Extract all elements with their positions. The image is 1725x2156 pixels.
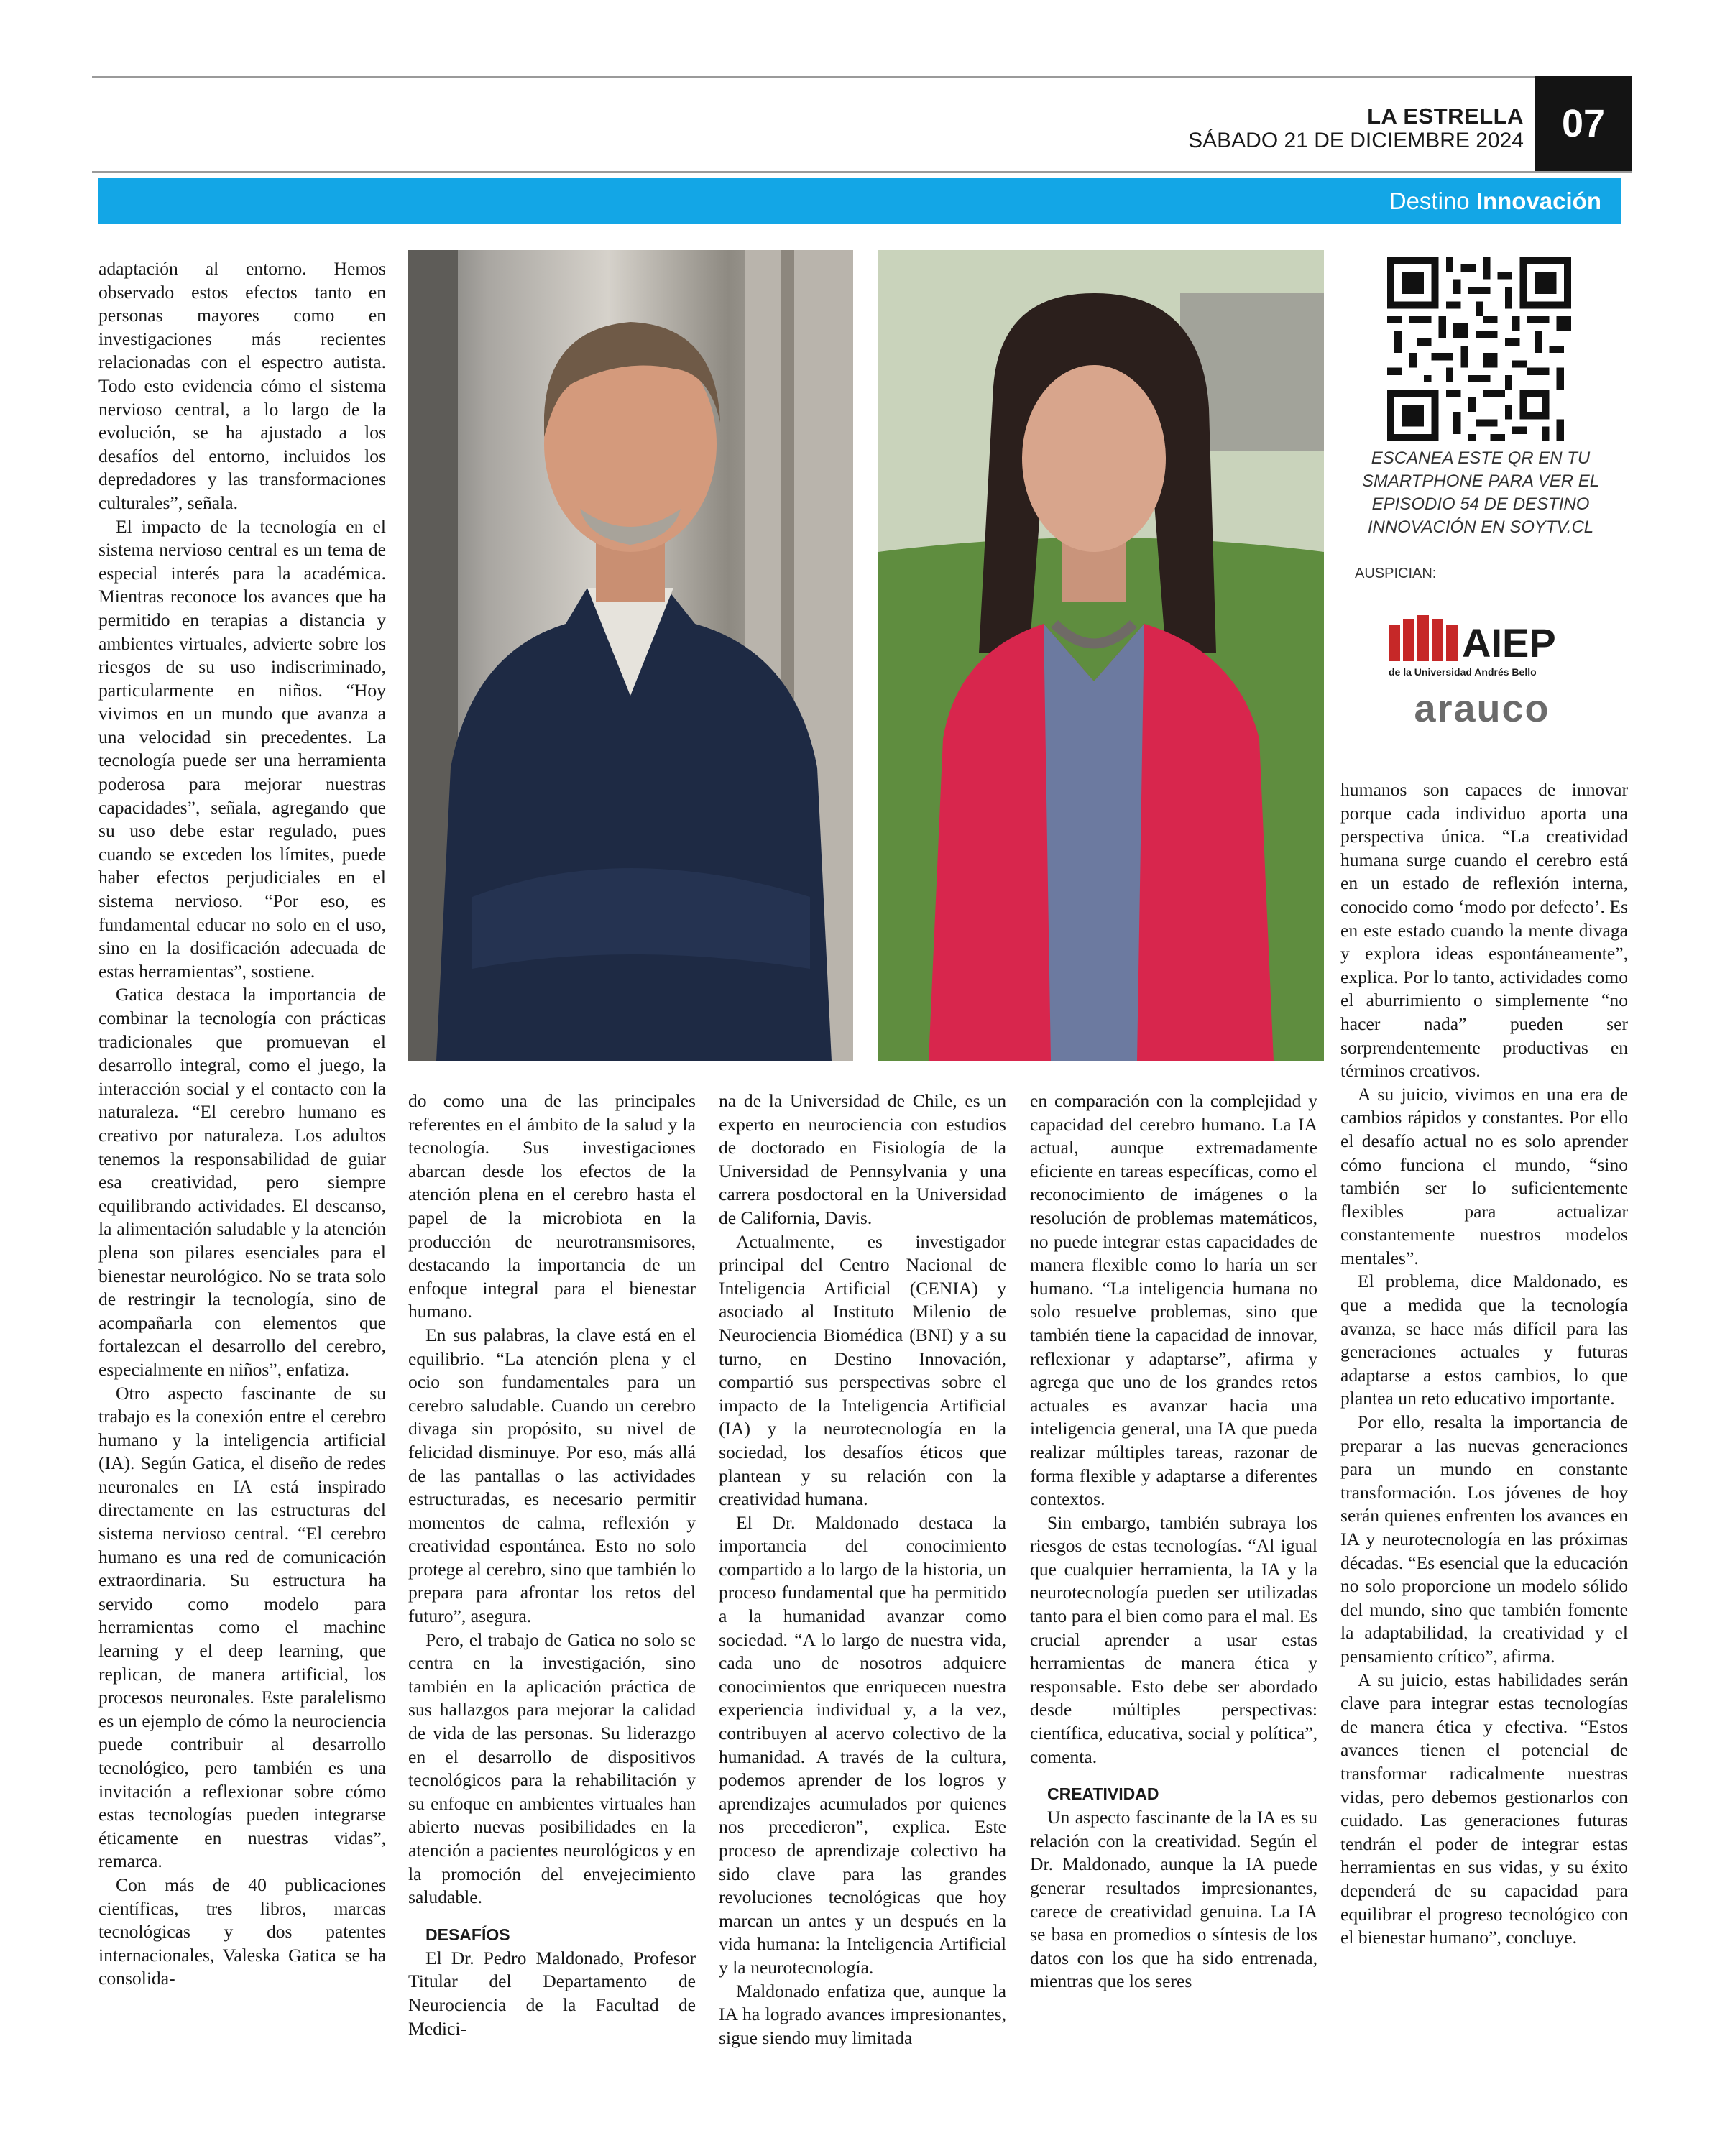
article-paragraph: Maldonado enfatiza que, aunque la IA ha logrado avances impresionantes, sigue siendo muy limitada [719, 1980, 1006, 2048]
article-paragraph: do como una de las principales referentes en el ámbito de la salud y la tecnología. Sus investigaciones abarcan desde los efectos de la atención plena en el cerebro hasta el papel de la microbiota en la producción de neurotransmisores, destacando la importancia de un enfoque integral para el bienestar humano. [408, 1090, 696, 1322]
article-column-2 [408, 1089, 696, 2040]
qr-caption: ESCANEA ESTE QR EN TU SMARTPHONE PARA VER EL EPISODIO 54 DE DESTINO INNOVACIÓN EN SOYTV.CL [1361, 448, 1600, 537]
article-paragraph: Pero, el trabajo de Gatica no solo se centra en la investigación, sino también en la aplicación práctica de sus hallazgos para mejorar la calidad de vida de las personas. Su liderazgo en el desarrollo de dispositivos tecnológicos para la rehabilitación y su enfoque en ambientes virtuales han abierto nuevas posibilidades en la atención a pacientes neurológicos y en la promoción del envejecimiento saludable. [408, 1628, 696, 1908]
qr-code-icon[interactable] [1387, 257, 1571, 441]
aiep-logo [1389, 615, 1568, 678]
article-paragraph: Actualmente, es investigador principal del Centro Nacional de Inteligencia Artificial (CENIA) y asociado al Instituto Milenio de Neurociencia Biomédica (BNI) y a su turno, en Destino Innovación, compartió sus perspectivas sobre el impacto de la Inteligencia Artificial (IA) y la neurotecnología en la sociedad, los desafíos éticos que plantean y su relación con la creatividad humana. [719, 1230, 1006, 1510]
newspaper-name: LA ESTRELLA [1367, 103, 1524, 129]
article-paragraph: El Dr. Pedro Maldonado, Profesor Titular del Departamento de Neurociencia de la Facultad de Medici- [408, 1947, 696, 2039]
subheading-desafios: DESAFÍOS [426, 1925, 510, 1944]
aiep-mark-icon [1389, 615, 1568, 678]
header-rule [92, 171, 1632, 173]
section-label-bold: Innovación [1476, 188, 1601, 214]
issue-date: SÁBADO 21 DE DICIEMBRE 2024 [1188, 129, 1524, 152]
photo-pedro-maldonado [408, 250, 853, 1061]
arauco-logo: arauco [1414, 687, 1550, 730]
article-paragraph: Un aspecto fascinante de la IA es su relación con la creatividad. Según el Dr. Maldonado, aunque la IA puede generar resultados impresionantes, carece de creatividad genuina. La IA se basa en promedios o síntesis de los datos con los que ha sido entrenada, mientras que los seres [1030, 1807, 1317, 1992]
article-paragraph: en comparación con la complejidad y capacidad del cerebro humano. La IA actual, aunque extremadamente eficiente en tareas específicas, como el reconocimiento de imágenes o la resolución de problemas matemáticos, no puede integrar estas capacidades de manera flexible como lo haría un ser humano. “La inteligencia humana no solo resuelve problemas, sino que también tiene la capacidad de innovar, reflexionar y adaptarse”, afirma y agrega que uno de los grandes retos actuales es avanzar hacia una inteligencia general, una IA que pueda realizar múltiples tareas, razonar de forma flexible y adaptarse a diferentes contextos. [1030, 1090, 1317, 1510]
article-paragraph: A su juicio, estas habilidades serán clave para integrar estas tecnologías de manera ética y efectiva. “Estos avances tienen el potencial de transformar radicalmente nuestras vidas, pero debemos gestionarlos con cuidado. Las generaciones futuras tendrán el poder de integrar estas herramientas en sus vidas, y su éxito dependerá de su capacidad para equilibrar el progreso tecnológico con el bienestar humano”, concluye. [1340, 1669, 1628, 1948]
aiep-logo-text: AIEP [1462, 620, 1556, 665]
portrait-man-illustration [408, 250, 853, 1061]
article-paragraph: humanos son capaces de innovar porque cada individuo aporta una perspectiva única. “La creatividad humana surge cuando el cerebro está en un estado de reflexión interna, conocido como ‘modo por defecto’. Es en este estado cuando la mente divaga y explora ideas espontáneamente”, explica. Por lo tanto, actividades como el aburrimiento o simplemente “no hacer nada” pueden ser sorprendentemente productivas en términos creativos. [1340, 779, 1628, 1082]
top-rule [92, 76, 1632, 78]
masthead [1078, 105, 1524, 152]
article-paragraph: Con más de 40 publicaciones científicas, tres libros, marcas tecnológicas y dos patentes internacionales, Valeska Gatica se ha consolida- [98, 1874, 386, 1989]
article-column-4 [1030, 1089, 1317, 1994]
article-paragraph: Gatica destaca la importancia de combinar la tecnología con prácticas tradicionales que promuevan el desarrollo integral, como el juego, la interacción social y el contacto con la naturaleza. “El cerebro humano es creativo por naturaleza. Los adultos tenemos la responsabilidad de guiar esa creatividad, pero siempre equilibrando actividades. El descanso, la alimentación saludable y la atención plena son pilares esenciales para el bienestar neurológico. No se trata solo de restringir la tecnología, sino de acompañarla con elementos que fortalezcan el desarrollo del cerebro, especialmente en niños”, enfatiza. [98, 984, 386, 1380]
article-paragraph: El impacto de la tecnología en el sistema nervioso central es un tema de especial interés para la académica. Mientras reconoce los avances que ha permitido en terapias a distancia y ambientes virtuales, advierte sobre los riesgos de su uso indiscriminado, particularmente en niños. “Hoy vivimos en un mundo que avanza a una velocidad sin precedentes. La tecnología puede ser una herramienta poderosa para mejorar nuestras capacidades”, señala, agregando que su uso debe estar regulado, pues cuando se exceden los límites, puede haber efectos perjudiciales en el sistema nervioso. “Por eso, es fundamental educar no solo en el uso, sino en la dosificación adecuada de estas herramientas”, sostiene. [98, 515, 386, 982]
article-paragraph: El Dr. Maldonado destaca la importancia del conocimiento compartido a lo largo de la historia, un proceso fundamental que ha permitido a la humanidad avanzar como sociedad. “A lo largo de nuestra vida, cada uno de nosotros adquiere conocimientos que enriquecen nuestra experiencia individual y, a la vez, contribuyen al acervo colectivo de la humanidad. A través de la cultura, podemos aprender de los logros y aprendizajes acumulados por quienes nos precedieron”, explica. Este proceso de aprendizaje colectivo ha sido clave para las grandes revoluciones tecnológicas que hoy marcan un antes y un después en la vida humana: la Inteligencia Artificial y la neurotecnología. [719, 1511, 1006, 1978]
section-bar [98, 178, 1622, 224]
article-column-5 [1340, 778, 1628, 1950]
article-column-3 [719, 1089, 1006, 2050]
section-label-light: Destino [1389, 188, 1470, 214]
article-paragraph: Otro aspecto fascinante de su trabajo es la conexión entre el cerebro humano y la inteligencia artificial (IA). Según Gatica, el diseño de redes neuronales en IA está inspirado directamente en las estructuras del sistema nervioso central. “El cerebro humano es una red de comunicación extraordinaria. Su estructura ha servido como modelo para herramientas como el machine learning y el deep learning, que replican, de manera artificial, los procesos neuronales. Este paralelismo es un ejemplo de cómo la neurociencia puede contribuir al desarrollo tecnológico, pero también es una invitación a reflexionar sobre cómo estas tecnologías pueden integrarse éticamente en nuestras vidas”, remarca. [98, 1382, 386, 1872]
section-label [1389, 187, 1601, 216]
article-paragraph: Sin embargo, también subraya los riesgos de estas tecnologías. “Al igual que cualquier herramienta, la IA y la neurotecnología pueden ser utilizadas tanto para el bien como para el mal. Es crucial aprender a usar estas herramientas de manera ética y responsable. Esto debe ser abordado desde múltiples perspectivas: científica, educativa, social y política”, comenta. [1030, 1511, 1317, 1767]
photo-valeska-gatica [878, 250, 1324, 1061]
article-paragraph: El problema, dice Maldonado, es que a medida que la tecnología avanza, se hace más difícil para las generaciones actuales y futuras adaptarse a estos cambios, lo que plantea un reto educativo importante. [1340, 1271, 1628, 1409]
article-paragraph: adaptación al entorno. Hemos observado estos efectos tanto en personas mayores como en investigaciones más recientes relacionadas con el espectro autista. Todo esto evidencia cómo el sistema nervioso central, a lo largo de la evolución, se ha ajustado a los desafíos del entorno, incluidos los depredadores y las transformaciones culturales”, señala. [98, 258, 386, 513]
article-paragraph: En sus palabras, la clave está en el equilibrio. “La atención plena y el ocio son fundamentales para un cerebro saludable. Cuando un cerebro divaga sin propósito, su nivel de felicidad disminuye. Por eso, más allá de las pantallas o las actividades estructuradas, es necesario permitir momentos de calma, reflexión y creatividad espontánea. Esto no solo protege al cerebro, sino que también lo prepara para afrontar los retos del futuro”, asegura. [408, 1324, 696, 1627]
portrait-woman-illustration [878, 250, 1324, 1061]
page-number: 07 [1535, 76, 1632, 171]
article-column-1 [98, 257, 386, 1991]
subheading-creatividad: CREATIVIDAD [1047, 1784, 1159, 1804]
article-paragraph: na de la Universidad de Chile, es un experto en neurociencia con estudios de doctorado en Fisiología de la Universidad de Pennsylvania y una carrera posdoctoral en la Universidad de California, Davis. [719, 1090, 1006, 1228]
sponsors-label: AUSPICIAN: [1355, 566, 1437, 581]
aiep-logo-subtitle: de la Universidad Andrés Bello [1389, 666, 1537, 678]
article-paragraph: Por ello, resalta la importancia de preparar a las nuevas generaciones para un mundo en constante transformación. Los jóvenes de hoy serán quienes enfrenten los avances en IA y neurotecnología en las próximas décadas. “Es esencial que la educación no solo proporcione un modelo sólido del mundo, sino que también fomente la adaptabilidad, la creatividad y el pensamiento crítico”, afirma. [1340, 1411, 1628, 1667]
article-paragraph: A su juicio, vivimos en una era de cambios rápidos y constantes. Por ello el desafío actual no es solo aprender cómo funciona el mundo, “sino también ser lo suficientemente flexibles para actualizar constantemente nuestros modelos mentales”. [1340, 1083, 1628, 1268]
